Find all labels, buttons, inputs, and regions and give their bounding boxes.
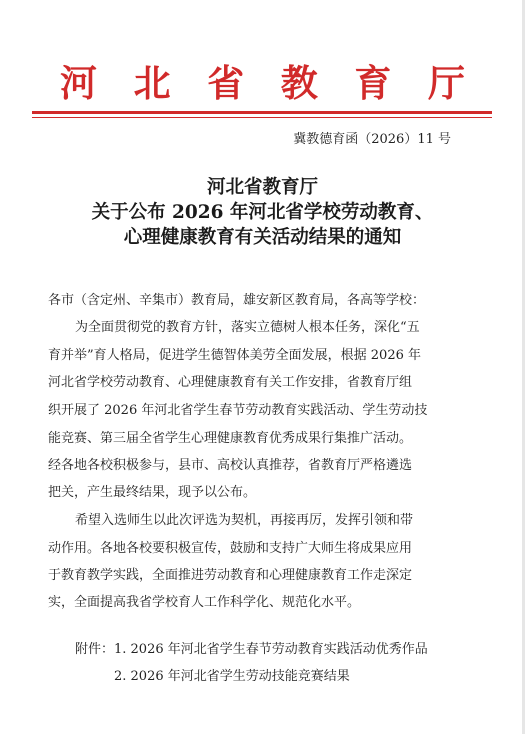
document-number: 冀教德育函（2026）11 号: [293, 132, 451, 147]
paragraph-line: 河北省学校劳动教育、心理健康教育有关工作安排，省教育厅组: [48, 375, 413, 390]
header-char: 河: [60, 61, 97, 105]
attachment-item: 1. 2026 年河北省学生春节劳动教育实践活动优秀作品: [114, 642, 428, 657]
paragraph-line: 于教育教学实践，全面推进劳动教育和心理健康教育工作走深定: [48, 568, 413, 583]
paragraph-line: 为全面贯彻党的教育方针，落实立德树人根本任务，深化“五: [75, 320, 420, 335]
attachment-item: 2. 2026 年河北省学生劳动技能竞赛结果: [114, 669, 350, 684]
document-title-line-2: 关于公布 2026 年河北省学校劳动教育、: [91, 202, 434, 223]
paragraph-line: 希望入选师生以此次评选为契机，再接再厉，发挥引领和带: [75, 513, 414, 528]
paragraph-line: 把关，产生最终结果，现予以公布。: [48, 485, 257, 500]
header-divider-thick: [32, 111, 492, 114]
paragraph-line: 动作用。各地各校要积极宣传，鼓励和支持广大师生将成果应用: [48, 541, 413, 556]
header-char: 北: [133, 61, 171, 105]
paragraph-line: 实，全面提高我省学校育人工作科学化、规范化水平。: [48, 595, 361, 610]
paragraph-line: 织开展了 2026 年河北省学生春节劳动教育实践活动、学生劳动技: [48, 403, 428, 418]
header-char: 教: [280, 61, 318, 105]
paragraph-line: 能竞赛、第三届全省学生心理健康教育优秀成果行集推广活动。: [48, 431, 413, 446]
paragraph-line: 经各地各校积极参与，县市、高校认真推荐，省教育厅严格遴选: [48, 458, 413, 473]
salutation: 各市（含定州、辛集市）教育局，雄安新区教育局，各高等学校：: [48, 293, 426, 308]
document-title-line-1: 河北省教育厅: [206, 177, 318, 198]
attachments-label: 附件：: [75, 642, 115, 657]
header-char: 省: [207, 61, 245, 105]
issuing-authority-header: [60, 62, 465, 104]
header-char: 厅: [427, 61, 465, 105]
document-title-line-3: 心理健康教育有关活动结果的通知: [123, 227, 402, 248]
header-divider-thin: [32, 117, 492, 118]
header-char: 育: [354, 61, 392, 105]
paragraph-line: 育并举”育人格局，促进学生德智体美劳全面发展，根据 2026 年: [48, 348, 421, 363]
